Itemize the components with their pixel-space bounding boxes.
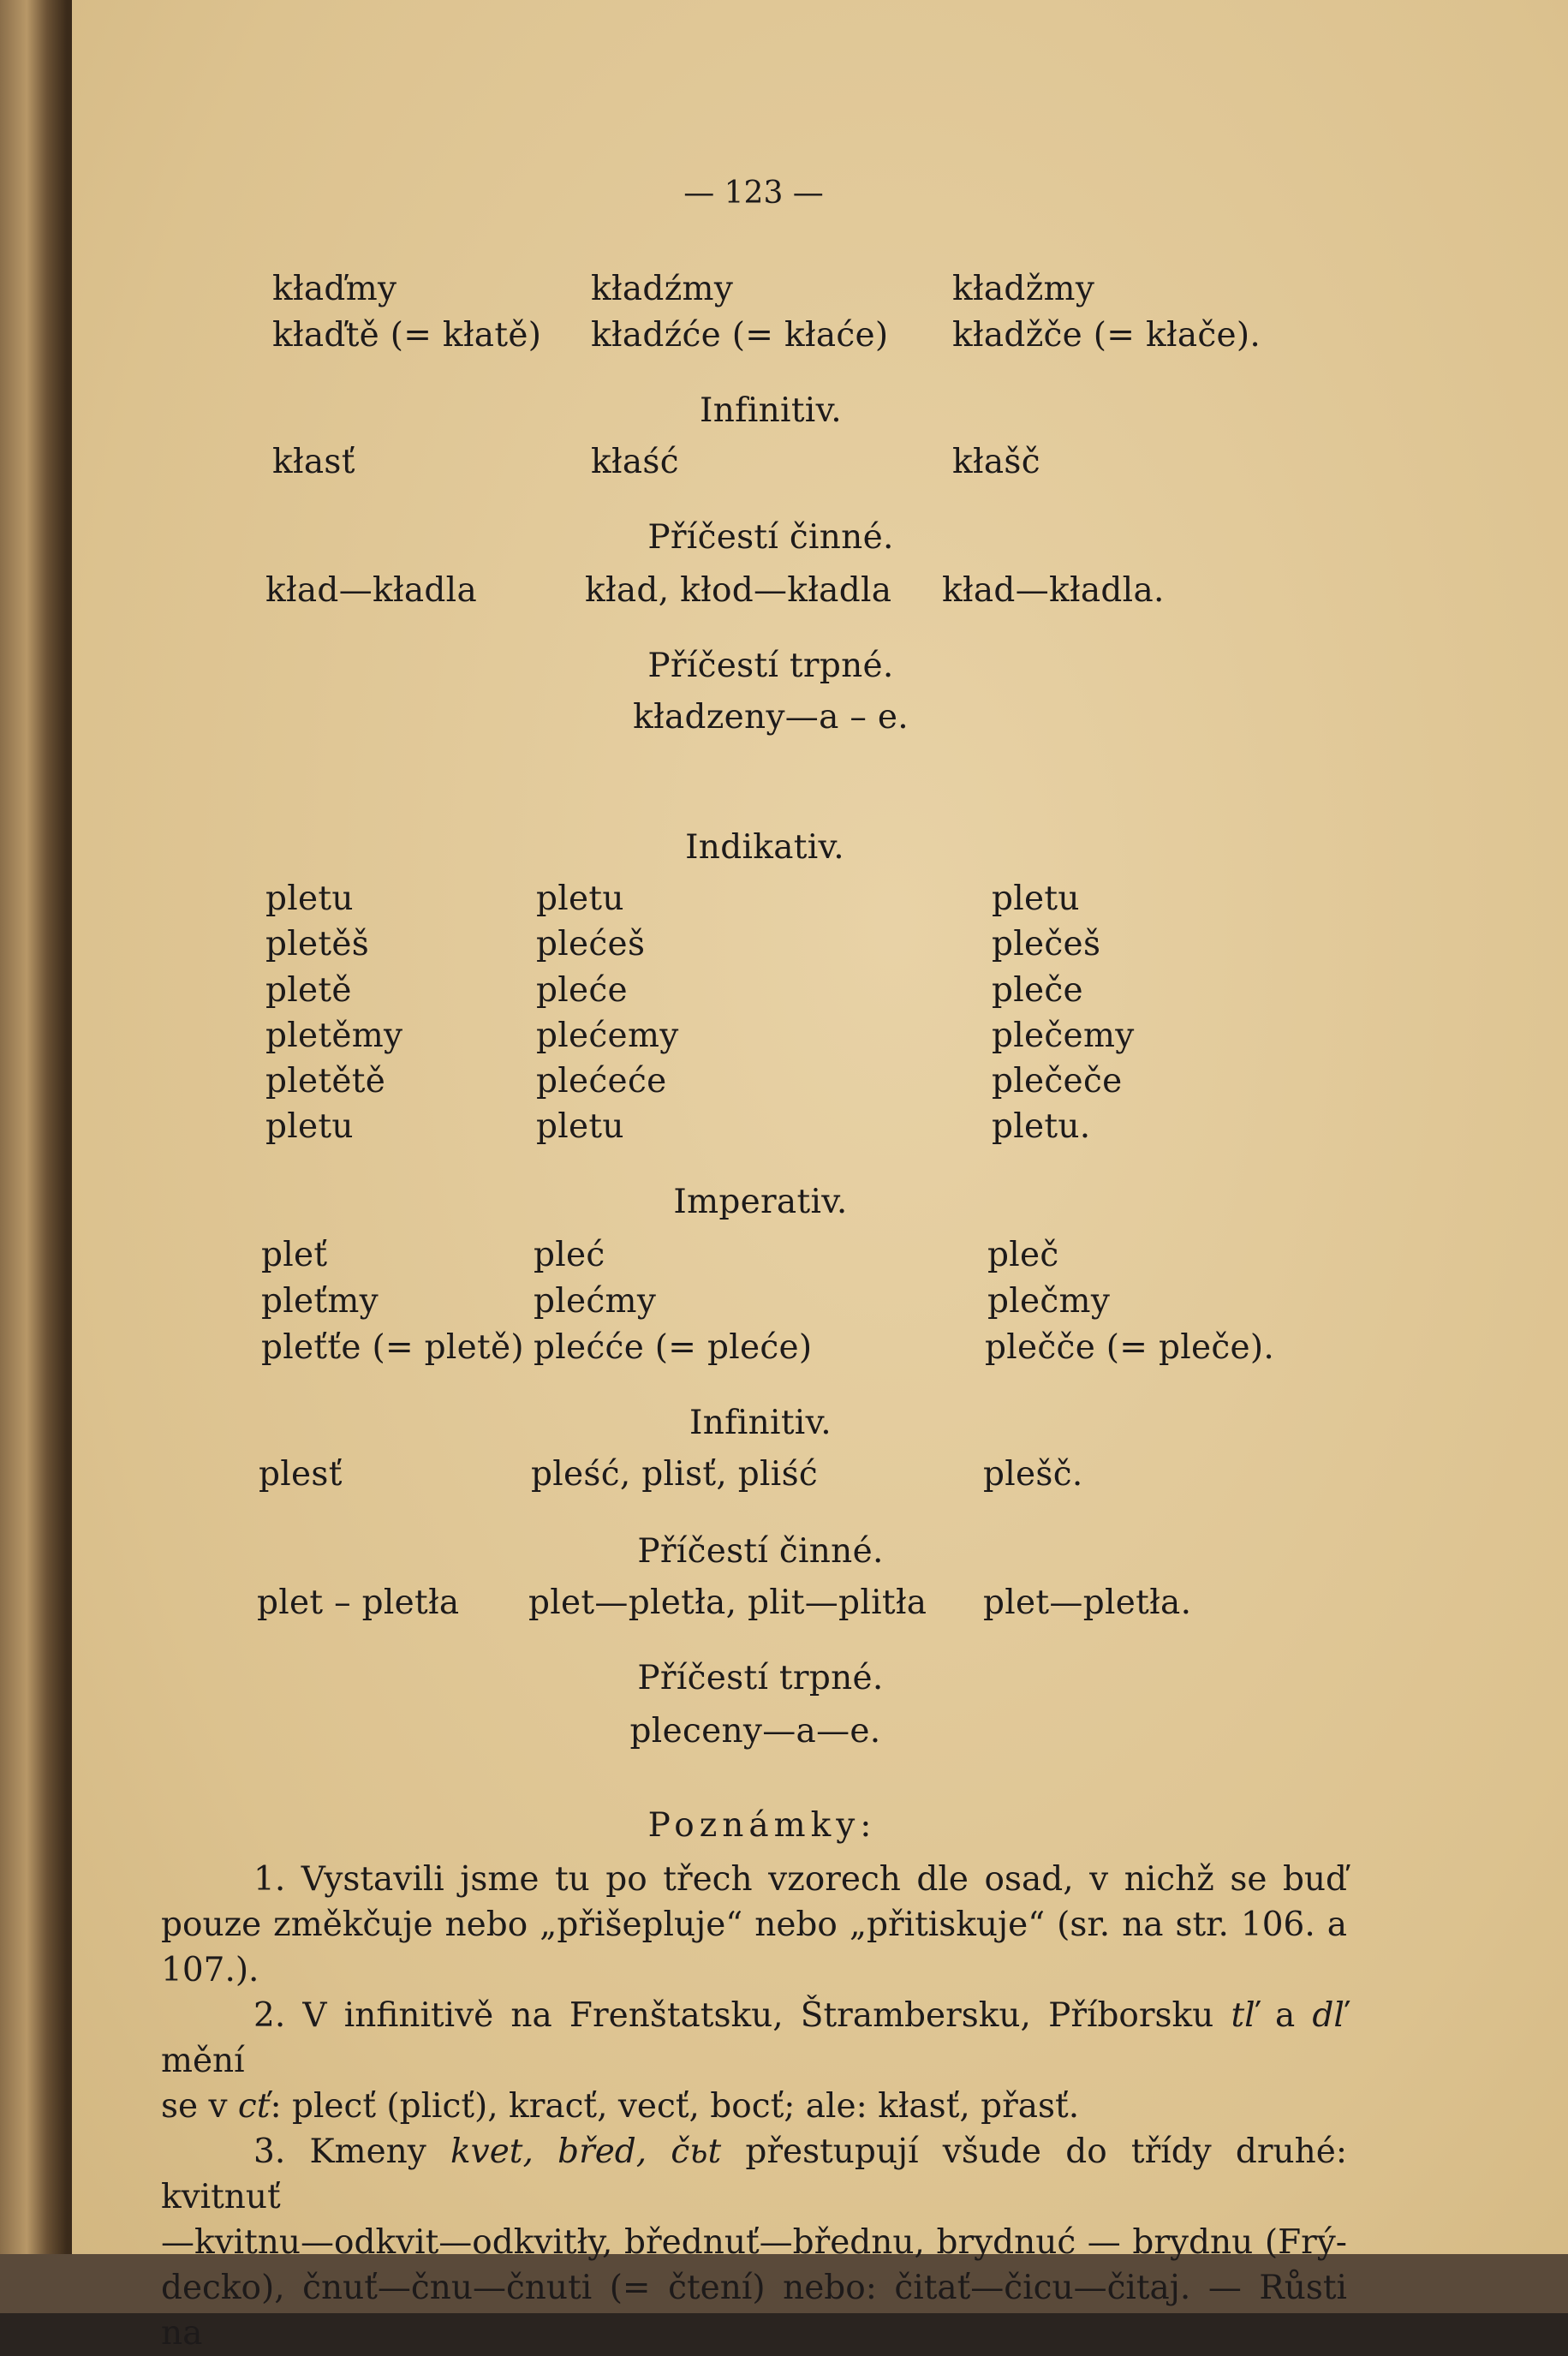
cinne2-col2: plet—pletła, plit—plitła <box>528 1584 927 1622</box>
book-gutter <box>0 0 67 2313</box>
note-3-kvet: kvet, <box>450 2132 534 2171</box>
imperativ-heading: Imperativ. <box>673 1183 848 1221</box>
cinne2-col1: plet – pletła <box>257 1584 460 1622</box>
notes-heading: Poznámky: <box>647 1806 877 1845</box>
indikativ-r2-c3: plečeš <box>992 925 1101 963</box>
binding-line <box>67 0 72 2313</box>
imperativ-r2-c3: plečmy <box>987 1282 1111 1321</box>
indikativ-r2-c1: pletěš <box>265 925 370 963</box>
note-3-line-2: —kvitnu—odkvit—odkvitły, břednuť—břednu, brydnuć — brydnu (Frý- <box>161 2223 1347 2262</box>
note-2-text-a: 2. V infinitivě na Frenštatsku, Štrambersku, Příborsku <box>253 1996 1231 2035</box>
indikativ-r1-c3: pletu <box>992 880 1080 918</box>
notes-body <box>161 1857 1347 2356</box>
note-1-line-2: pouze změkčuje nebo „přišepluje“ nebo „přitiskuje“ (sr. na str. 106. a 107.). <box>161 1906 1347 1989</box>
cinne1-col1: kład—kładla <box>265 571 478 610</box>
indikativ-r5-c1: pletětě <box>265 1062 386 1100</box>
imperativ-r3-c1: pleťťe (= pletě) <box>261 1328 524 1367</box>
note-3-line-1 <box>161 2129 1347 2220</box>
imperativ-r1-c2: pleć <box>534 1236 605 1274</box>
infinitiv1-col2: kłaść <box>591 443 679 481</box>
indikativ-r6-c2: pletu <box>536 1107 624 1146</box>
cinne-heading-2: Příčestí činné. <box>637 1532 884 1571</box>
row-kladte-col1: kłaďtě (= kłatě) <box>272 316 542 355</box>
trpne2-form: pleceny—a—e. <box>629 1712 881 1751</box>
note-3-ct: čьt <box>671 2132 722 2171</box>
note-2-dl: dľ <box>1312 1996 1347 2035</box>
trpne-heading-1: Příčestí trpné. <box>647 647 894 685</box>
indikativ-r2-c2: plećeš <box>536 925 646 963</box>
infinitiv2-col2: pleść, plisť, pliść <box>531 1455 819 1494</box>
indikativ-r4-c3: plečemy <box>992 1017 1135 1055</box>
note-2-text-d: se v <box>161 2087 238 2126</box>
indikativ-r1-c2: pletu <box>536 880 624 918</box>
indikativ-r6-c3: pletu. <box>992 1107 1091 1146</box>
trpne-heading-2: Příčestí trpné. <box>637 1659 884 1697</box>
imperativ-r2-c1: pleťmy <box>261 1282 379 1321</box>
note-1-line-1: 1. Vystavili jsme tu po třech vzorech dle osad, v nichž se buď <box>253 1860 1347 1899</box>
imperativ-r3-c3: plečče (= pleče). <box>985 1328 1275 1367</box>
note-3-text-b: přestupují všude do třídy druhé: kvitnuť <box>161 2132 1347 2216</box>
row-kladmy-col2: kładźmy <box>591 270 734 308</box>
indikativ-r4-c2: plećemy <box>536 1017 679 1055</box>
imperativ-r3-c2: plećće (= pleće) <box>534 1328 813 1367</box>
note-2-tl: tľ <box>1231 1996 1258 2035</box>
infinitiv2-col1: plesť <box>259 1455 343 1494</box>
indikativ-r4-c1: pletěmy <box>265 1017 403 1055</box>
cinne2-col3: plet—pletła. <box>983 1584 1192 1622</box>
cinne-heading-1: Příčestí činné. <box>647 518 894 557</box>
infinitiv-heading-2: Infinitiv. <box>689 1404 832 1442</box>
cinne1-col3: kład—kładla. <box>942 571 1165 610</box>
indikativ-r3-c3: pleče <box>992 971 1083 1010</box>
note-3-bred: břed, <box>557 2132 647 2171</box>
infinitiv1-col3: kłašč <box>952 443 1040 481</box>
indikativ-r5-c3: plečeče <box>992 1062 1123 1100</box>
row-kladmy-col3: kładžmy <box>952 270 1095 308</box>
cinne1-col2: kład, kłod—kładla <box>585 571 892 610</box>
row-kladte-col3: kładžče (= kłače). <box>952 316 1261 355</box>
imperativ-r1-c3: pleč <box>987 1236 1059 1274</box>
infinitiv2-col3: plešč. <box>983 1455 1083 1494</box>
note-2-text-e: : plecť (plicť), kracť, vecť, bocť; ale: kłasť, přasť. <box>270 2087 1080 2126</box>
note-3-text-a: 3. Kmeny <box>253 2132 451 2171</box>
note-2-text-c: mění <box>161 2042 245 2080</box>
row-kladmy-col1: kłaďmy <box>272 270 397 308</box>
note-2-line-2 <box>161 2084 1347 2129</box>
trpne1-form: kładzeny—a – e. <box>633 698 909 737</box>
note-2-ct: cť <box>237 2087 271 2126</box>
note-3-line-3: decko), čnuť—čnu—čnuti (= čtení) nebo: čitať—čicu—čitaj. — Růsti na <box>161 2269 1347 2353</box>
indikativ-r3-c1: pletě <box>265 971 352 1010</box>
infinitiv-heading-1: Infinitiv. <box>700 391 842 430</box>
imperativ-r1-c1: pleť <box>261 1236 328 1274</box>
infinitiv1-col1: kłasť <box>272 443 355 481</box>
page-number: — 123 — <box>683 176 824 211</box>
indikativ-r1-c1: pletu <box>265 880 354 918</box>
row-kladte-col2: kładźće (= kłaće) <box>591 316 889 355</box>
note-2-line-1 <box>161 1993 1347 2084</box>
indikativ-r6-c1: pletu <box>265 1107 354 1146</box>
indikativ-r5-c2: plećeće <box>536 1062 667 1100</box>
note-2-text-b: a <box>1257 1996 1313 2035</box>
indikativ-heading: Indikativ. <box>685 828 844 867</box>
imperativ-r2-c2: plećmy <box>534 1282 657 1321</box>
indikativ-r3-c2: pleće <box>536 971 628 1010</box>
